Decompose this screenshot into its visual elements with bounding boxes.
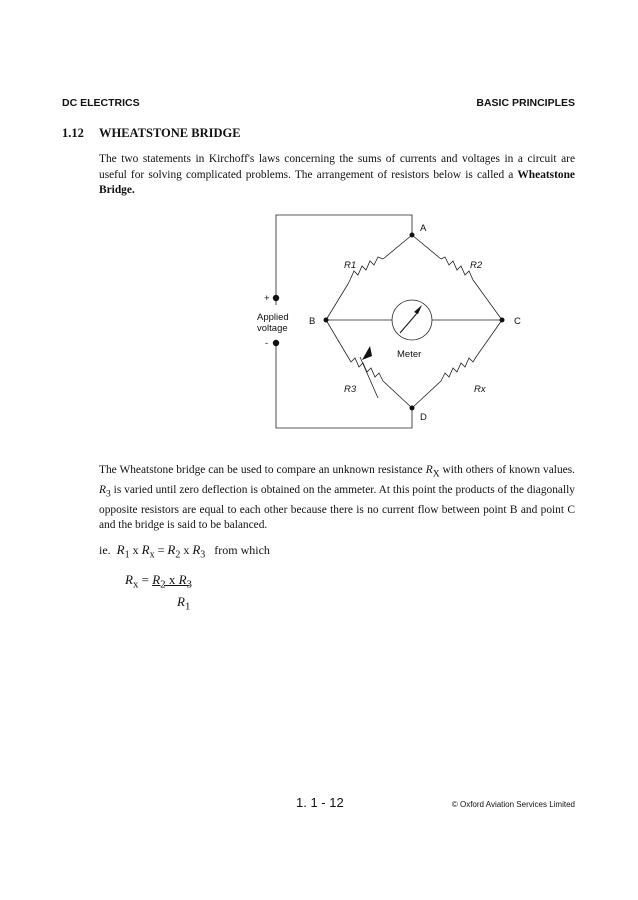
wire-b-r3	[326, 320, 348, 357]
eq-equals: =	[157, 543, 165, 557]
meter-needle	[400, 312, 418, 333]
node-dot-c	[500, 318, 505, 323]
num-r2-sub: 2	[160, 578, 166, 591]
den-r1: R	[177, 594, 185, 609]
rx-subscript: X	[432, 469, 440, 480]
applied-label: Applied	[257, 312, 289, 323]
r3-variable-line	[360, 357, 378, 398]
formula-lhs-sub: x	[132, 578, 139, 591]
r3-symbol: R	[99, 483, 106, 496]
meter-circle	[392, 300, 432, 340]
terminal-plus-dot	[273, 295, 279, 301]
node-label-a: A	[420, 223, 427, 234]
resistor-rx	[441, 357, 476, 381]
from-which-text: from which	[214, 543, 270, 557]
r3-arrow-head	[362, 346, 372, 360]
section-number: 1.12	[62, 126, 84, 140]
node-dot-a	[410, 233, 415, 238]
copyright-notice: © Oxford Aviation Services Limited	[451, 800, 575, 809]
minus-label: -	[265, 338, 269, 349]
top-wire	[276, 215, 412, 295]
wire-rx-d	[412, 381, 441, 408]
section-title: WHEATSTONE BRIDGE	[99, 126, 241, 140]
page-number: 1. 1 - 12	[296, 795, 344, 810]
formula-lhs: R	[125, 572, 133, 587]
eq-r1: R	[116, 542, 125, 557]
intro-text: The two statements in Kirchoff's laws concerning the sums of currents and voltages in a circuit are useful for solving complicated problems. The arrangement of resistors below is called a	[99, 153, 575, 181]
label-r3: R3	[344, 384, 357, 395]
intro-end: .	[131, 184, 135, 196]
formula-numerator	[152, 572, 192, 591]
r3-subscript: 3	[105, 489, 111, 500]
wire-r3-d	[383, 381, 412, 408]
rx-symbol: R	[425, 464, 433, 476]
voltage-label: voltage	[257, 323, 288, 334]
node-dot-b	[324, 318, 329, 323]
num-r2: R	[152, 572, 161, 587]
plus-label: +	[264, 293, 270, 304]
eq-r2-sub: 2	[175, 549, 181, 561]
eq-times-1: x	[132, 543, 139, 557]
header-right: BASIC PRINCIPLES	[476, 97, 575, 109]
body-text-c: is varied until zero deflection is obtained on the ammeter. At this point the products of the diagonally opposite resistors are equal to each other because there is no current flow between point B and point C and the bridge is said to be balanced.	[99, 483, 575, 532]
body-text-b: with others of known values.	[439, 464, 575, 476]
rx-formula	[125, 572, 192, 613]
eq-times-2: x	[183, 543, 190, 557]
num-times: x	[165, 572, 179, 587]
ie-label: ie.	[99, 543, 111, 557]
body-text-a: The Wheatstone bridge can be used to compare an unknown resistance	[99, 464, 426, 476]
eq-r3-sub: 3	[200, 549, 206, 561]
balance-equation	[99, 542, 270, 560]
node-label-b: B	[309, 316, 316, 327]
num-r3: R	[178, 572, 187, 587]
eq-rx-sub: x	[149, 549, 155, 561]
node-label-d: D	[420, 412, 427, 423]
den-r1-sub: 1	[184, 600, 191, 613]
eq-rx: R	[141, 542, 150, 557]
label-r2: R2	[470, 260, 483, 271]
formula-denominator	[177, 594, 190, 613]
eq-r1-sub: 1	[124, 549, 130, 561]
eq-r2: R	[167, 542, 176, 557]
label-r1: R1	[344, 260, 357, 271]
node-label-c: C	[514, 316, 521, 327]
wire-a-r1	[383, 235, 412, 259]
num-r3-sub: 3	[186, 578, 192, 591]
label-rx: Rx	[474, 384, 486, 395]
wire-c-rx	[476, 320, 502, 357]
node-dot-d	[410, 406, 415, 411]
meter-label: Meter	[397, 349, 422, 360]
terminal-minus-dot	[273, 340, 279, 346]
intro-bold-term: Wheatstone Bridge	[99, 168, 575, 196]
header-left: DC ELECTRICS	[62, 97, 140, 109]
wire-r1-b	[326, 284, 348, 320]
wire-r2-c	[476, 284, 502, 320]
eq-r3: R	[192, 542, 201, 557]
wire-a-r2	[412, 235, 441, 259]
formula-equals: =	[141, 572, 149, 587]
body-paragraph	[99, 463, 575, 534]
